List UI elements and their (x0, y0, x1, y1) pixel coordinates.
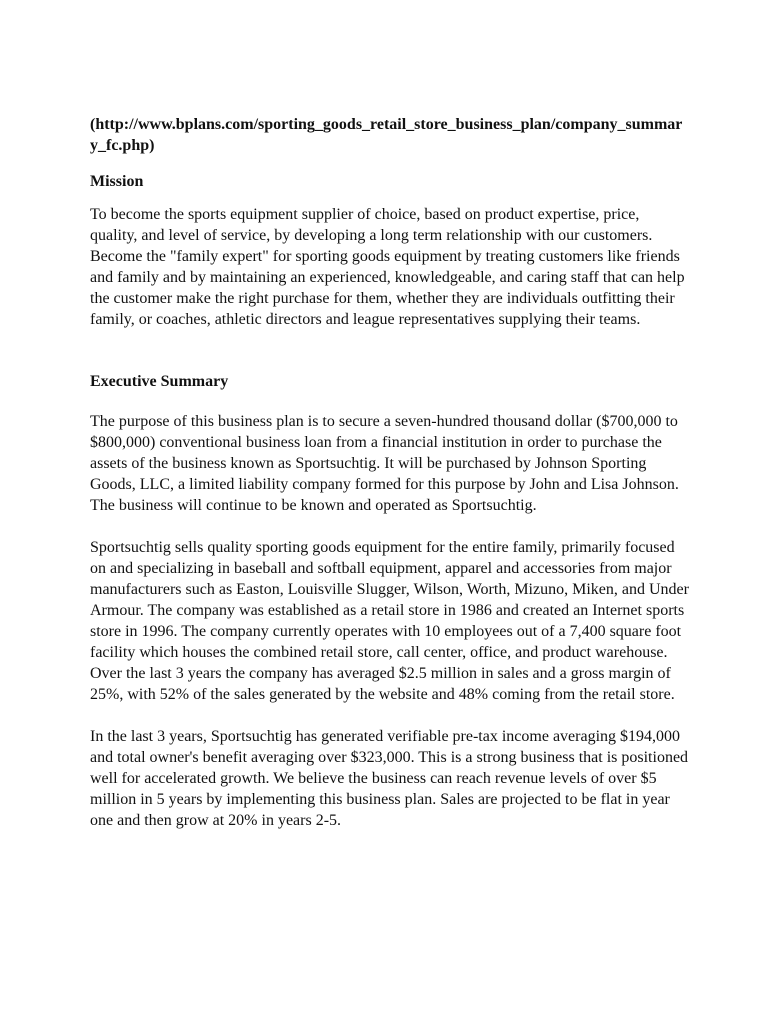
mission-heading: Mission (90, 173, 144, 190)
executive-summary-heading: Executive Summary (90, 373, 229, 390)
open-paren: ( (90, 116, 96, 133)
document-page (90, 114, 690, 831)
executive-summary-paragraph-2: Sportsuchtig sells quality sporting goods equipment for the entire family, primarily focused on and specializing in baseball and softball equipment, apparel and accessories from major manufacturers such as Easton, Louisville Slugger, Wilson, Worth, Mizuno, Miken, and Under Armour. The company was established as a retail store in 1986 and created an Internet sports store in 1996. The company currently operates with 10 employees out of a 7,400 square foot facility which houses the combined retail store, call center, office, and product warehouse. Over the last 3 years the company has averaged $2.5 million in sales and a gross margin of 25%, with 52% of the sales generated by the website and 48% coming from the retail store. (90, 539, 689, 703)
mission-paragraph: To become the sports equipment supplier of choice, based on product expertise, price, quality, and level of service, by developing a long term relationship with our customers. Become the "family expert" for sporting goods equipment by treating customers like friends and family and by maintaining an experienced, knowledgeable, and caring staff that can help the customer make the right purchase for them, whether they are individuals outfitting their family, or coaches, athletic directors and league representatives supplying their teams. (90, 206, 685, 328)
executive-summary-paragraph-1: The purpose of this business plan is to secure a seven-hundred thousand dollar ($700,000 to $800,000) conventional business loan from a financial institution in order to purchase the assets of the business known as Sportsuchtig. It will be purchased by Johnson Sporting Goods, LLC, a limited liability company formed for this purpose by John and Lisa Johnson. The business will continue to be known and operated as Sportsuchtig. (90, 413, 679, 514)
source-url-link[interactable]: http://www.bplans.com/sporting_goods_retail_store_business_plan/company_summary_fc.php (90, 116, 683, 154)
executive-summary-paragraph-3: In the last 3 years, Sportsuchtig has generated verifiable pre-tax income averaging $194,000 and total owner's benefit averaging over $323,000. This is a strong business that is positioned well for accelerated growth. We believe the business can reach revenue levels of over $5 million in 5 years by implementing this business plan. Sales are projected to be flat in year one and then grow at 20% in years 2-5. (90, 728, 689, 829)
close-paren: ) (149, 137, 155, 154)
source-url-line (90, 114, 690, 156)
